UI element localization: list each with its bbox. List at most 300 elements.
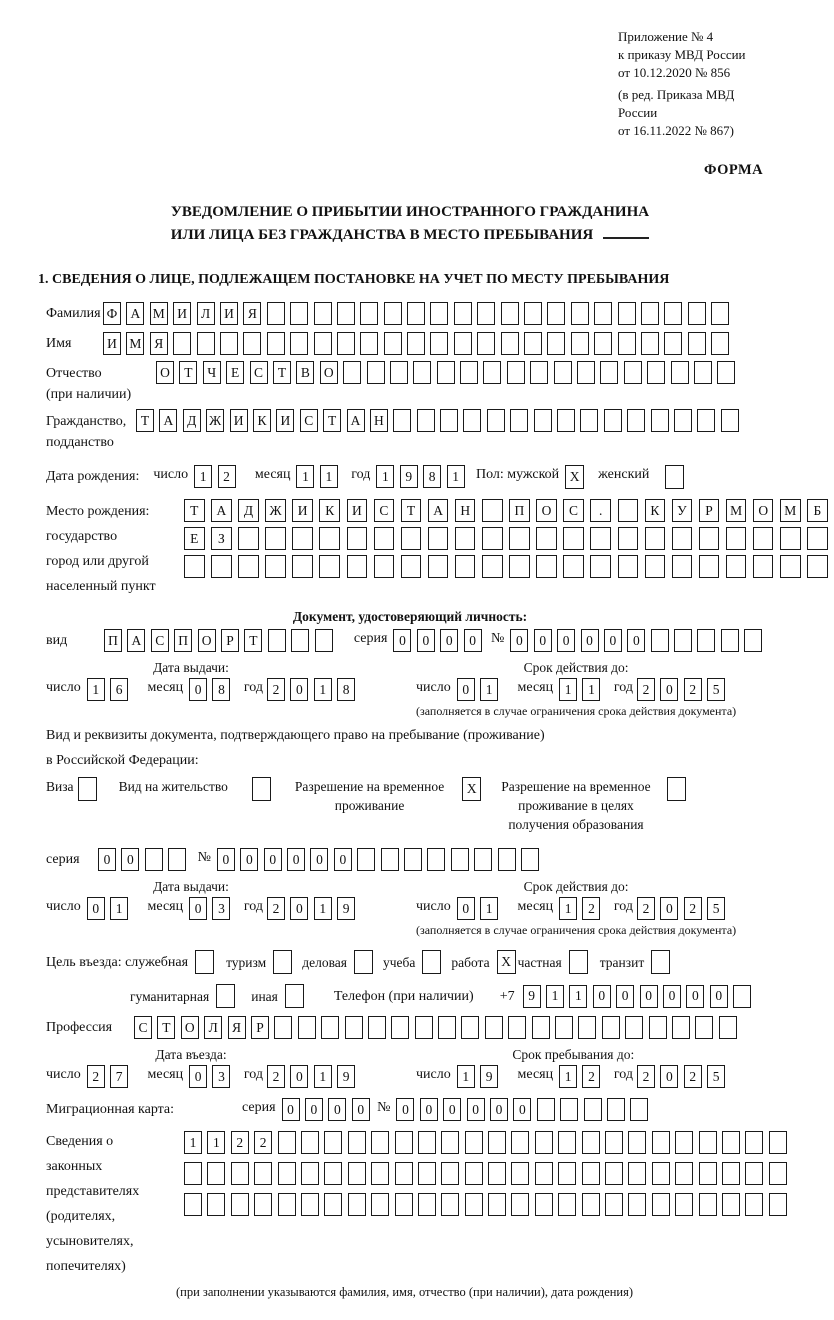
char-cell[interactable] — [207, 1193, 225, 1216]
char-cell[interactable] — [324, 1162, 342, 1185]
char-cell[interactable]: М — [150, 302, 168, 325]
char-cell[interactable] — [371, 1131, 389, 1154]
char-cell[interactable]: 2 — [637, 678, 655, 701]
char-cell[interactable] — [745, 1162, 763, 1185]
char-cell[interactable]: 0 — [189, 897, 207, 920]
char-cell[interactable]: 2 — [684, 1065, 702, 1088]
char-cell[interactable]: П — [104, 629, 122, 652]
char-cell[interactable] — [675, 1193, 693, 1216]
char-cell[interactable]: 2 — [267, 678, 285, 701]
char-cell[interactable] — [618, 555, 639, 578]
char-cell[interactable]: П — [174, 629, 192, 652]
char-cell[interactable]: С — [300, 409, 318, 432]
char-cell[interactable]: 2 — [267, 1065, 285, 1088]
char-cell[interactable] — [509, 555, 530, 578]
char-cell[interactable] — [488, 1131, 506, 1154]
char-cell[interactable] — [465, 1162, 483, 1185]
char-cell[interactable] — [807, 555, 828, 578]
char-cell[interactable] — [571, 302, 589, 325]
char-cell[interactable]: 0 — [240, 848, 258, 871]
purpose-transit-checkbox[interactable] — [651, 950, 670, 974]
char-cell[interactable]: 0 — [660, 897, 678, 920]
char-cell[interactable]: 2 — [254, 1131, 272, 1154]
char-cell[interactable]: З — [211, 527, 232, 550]
char-cell[interactable]: 0 — [290, 897, 308, 920]
char-cell[interactable] — [618, 302, 636, 325]
char-cell[interactable] — [441, 1162, 459, 1185]
char-cell[interactable] — [461, 1016, 479, 1039]
char-cell[interactable] — [438, 1016, 456, 1039]
char-cell[interactable] — [278, 1193, 296, 1216]
char-cell[interactable]: 0 — [640, 985, 658, 1008]
char-cell[interactable] — [451, 848, 469, 871]
char-cell[interactable] — [560, 1098, 578, 1121]
char-cell[interactable]: 0 — [710, 985, 728, 1008]
char-cell[interactable] — [769, 1131, 787, 1154]
char-cell[interactable] — [744, 629, 762, 652]
char-cell[interactable]: 9 — [523, 985, 541, 1008]
char-cell[interactable]: 0 — [305, 1098, 323, 1121]
char-cell[interactable]: В — [296, 361, 314, 384]
char-cell[interactable] — [301, 1162, 319, 1185]
char-cell[interactable]: И — [220, 302, 238, 325]
char-cell[interactable]: О — [753, 499, 774, 522]
char-cell[interactable]: К — [319, 499, 340, 522]
char-cell[interactable] — [558, 1162, 576, 1185]
char-cell[interactable]: Д — [238, 499, 259, 522]
char-cell[interactable] — [428, 555, 449, 578]
char-cell[interactable] — [721, 629, 739, 652]
char-cell[interactable] — [780, 527, 801, 550]
char-cell[interactable] — [428, 527, 449, 550]
char-cell[interactable]: А — [159, 409, 177, 432]
char-cell[interactable] — [745, 1131, 763, 1154]
char-cell[interactable] — [291, 629, 309, 652]
char-cell[interactable] — [558, 1193, 576, 1216]
char-cell[interactable] — [580, 409, 598, 432]
char-cell[interactable] — [547, 302, 565, 325]
char-cell[interactable] — [184, 555, 205, 578]
char-cell[interactable] — [688, 302, 706, 325]
char-cell[interactable] — [393, 409, 411, 432]
char-cell[interactable] — [343, 361, 361, 384]
char-cell[interactable] — [231, 1162, 249, 1185]
char-cell[interactable]: 1 — [480, 678, 498, 701]
char-cell[interactable] — [628, 1131, 646, 1154]
char-cell[interactable] — [590, 527, 611, 550]
char-cell[interactable]: 2 — [582, 1065, 600, 1088]
purpose-other-checkbox[interactable] — [285, 984, 304, 1008]
char-cell[interactable] — [534, 409, 552, 432]
char-cell[interactable] — [699, 1193, 717, 1216]
char-cell[interactable] — [301, 1131, 319, 1154]
char-cell[interactable]: 1 — [194, 465, 212, 488]
char-cell[interactable]: О — [156, 361, 174, 384]
char-cell[interactable] — [415, 1016, 433, 1039]
char-cell[interactable] — [348, 1162, 366, 1185]
char-cell[interactable]: Ч — [203, 361, 221, 384]
char-cell[interactable]: 1 — [87, 678, 105, 701]
char-cell[interactable]: Т — [157, 1016, 175, 1039]
char-cell[interactable]: 9 — [337, 897, 355, 920]
char-cell[interactable]: И — [292, 499, 313, 522]
char-cell[interactable] — [441, 1193, 459, 1216]
char-cell[interactable]: Т — [179, 361, 197, 384]
char-cell[interactable] — [571, 332, 589, 355]
char-cell[interactable]: Р — [221, 629, 239, 652]
char-cell[interactable]: К — [253, 409, 271, 432]
char-cell[interactable]: 0 — [393, 629, 411, 652]
char-cell[interactable] — [652, 1131, 670, 1154]
char-cell[interactable]: 0 — [417, 629, 435, 652]
char-cell[interactable] — [360, 332, 378, 355]
char-cell[interactable]: 9 — [480, 1065, 498, 1088]
char-cell[interactable]: М — [780, 499, 801, 522]
female-checkbox[interactable] — [665, 465, 684, 489]
char-cell[interactable]: Я — [228, 1016, 246, 1039]
char-cell[interactable] — [536, 555, 557, 578]
char-cell[interactable]: 0 — [189, 678, 207, 701]
char-cell[interactable] — [675, 1131, 693, 1154]
char-cell[interactable]: 0 — [420, 1098, 438, 1121]
char-cell[interactable] — [360, 302, 378, 325]
char-cell[interactable]: 0 — [660, 1065, 678, 1088]
char-cell[interactable] — [347, 527, 368, 550]
char-cell[interactable] — [530, 361, 548, 384]
char-cell[interactable]: 1 — [582, 678, 600, 701]
char-cell[interactable]: И — [347, 499, 368, 522]
char-cell[interactable]: 1 — [559, 897, 577, 920]
char-cell[interactable] — [605, 1162, 623, 1185]
char-cell[interactable]: Л — [197, 302, 215, 325]
char-cell[interactable]: Н — [370, 409, 388, 432]
char-cell[interactable]: 0 — [581, 629, 599, 652]
char-cell[interactable] — [348, 1131, 366, 1154]
char-cell[interactable] — [460, 361, 478, 384]
char-cell[interactable] — [211, 555, 232, 578]
char-cell[interactable]: А — [127, 629, 145, 652]
char-cell[interactable]: М — [726, 499, 747, 522]
char-cell[interactable] — [674, 409, 692, 432]
char-cell[interactable] — [717, 361, 735, 384]
char-cell[interactable] — [509, 527, 530, 550]
char-cell[interactable] — [652, 1162, 670, 1185]
char-cell[interactable] — [404, 848, 422, 871]
male-checkbox[interactable]: X — [565, 465, 584, 489]
char-cell[interactable] — [243, 332, 261, 355]
char-cell[interactable] — [374, 555, 395, 578]
char-cell[interactable]: 0 — [290, 1065, 308, 1088]
char-cell[interactable] — [699, 1131, 717, 1154]
char-cell[interactable] — [721, 409, 739, 432]
char-cell[interactable]: 1 — [110, 897, 128, 920]
char-cell[interactable] — [745, 1193, 763, 1216]
char-cell[interactable] — [521, 848, 539, 871]
char-cell[interactable]: Е — [184, 527, 205, 550]
char-cell[interactable] — [628, 1162, 646, 1185]
char-cell[interactable]: М — [126, 332, 144, 355]
char-cell[interactable] — [582, 1131, 600, 1154]
char-cell[interactable]: Т — [323, 409, 341, 432]
char-cell[interactable] — [417, 409, 435, 432]
char-cell[interactable] — [535, 1131, 553, 1154]
char-cell[interactable]: 1 — [314, 897, 332, 920]
char-cell[interactable]: 0 — [121, 848, 139, 871]
char-cell[interactable] — [535, 1193, 553, 1216]
char-cell[interactable]: Я — [243, 302, 261, 325]
char-cell[interactable] — [674, 629, 692, 652]
char-cell[interactable]: И — [230, 409, 248, 432]
char-cell[interactable]: Т — [244, 629, 262, 652]
char-cell[interactable] — [238, 527, 259, 550]
char-cell[interactable] — [563, 527, 584, 550]
char-cell[interactable] — [337, 302, 355, 325]
char-cell[interactable] — [278, 1131, 296, 1154]
char-cell[interactable] — [672, 527, 693, 550]
char-cell[interactable] — [184, 1193, 202, 1216]
char-cell[interactable] — [501, 302, 519, 325]
char-cell[interactable] — [418, 1162, 436, 1185]
char-cell[interactable] — [510, 409, 528, 432]
char-cell[interactable] — [645, 527, 666, 550]
purpose-study-checkbox[interactable] — [422, 950, 441, 974]
char-cell[interactable] — [618, 499, 639, 522]
char-cell[interactable]: 0 — [217, 848, 235, 871]
char-cell[interactable] — [672, 555, 693, 578]
char-cell[interactable] — [290, 332, 308, 355]
char-cell[interactable]: 0 — [287, 848, 305, 871]
char-cell[interactable] — [488, 1193, 506, 1216]
char-cell[interactable] — [511, 1193, 529, 1216]
char-cell[interactable] — [145, 848, 163, 871]
char-cell[interactable] — [618, 332, 636, 355]
char-cell[interactable] — [483, 361, 501, 384]
char-cell[interactable]: 1 — [296, 465, 314, 488]
char-cell[interactable]: 2 — [267, 897, 285, 920]
char-cell[interactable]: 1 — [314, 678, 332, 701]
char-cell[interactable]: 9 — [337, 1065, 355, 1088]
char-cell[interactable] — [537, 1098, 555, 1121]
char-cell[interactable]: 8 — [423, 465, 441, 488]
char-cell[interactable] — [265, 527, 286, 550]
char-cell[interactable]: О — [320, 361, 338, 384]
char-cell[interactable]: 0 — [310, 848, 328, 871]
char-cell[interactable]: 1 — [447, 465, 465, 488]
char-cell[interactable] — [628, 1193, 646, 1216]
char-cell[interactable] — [753, 555, 774, 578]
char-cell[interactable]: Ж — [265, 499, 286, 522]
char-cell[interactable] — [321, 1016, 339, 1039]
char-cell[interactable] — [671, 361, 689, 384]
char-cell[interactable]: 0 — [352, 1098, 370, 1121]
char-cell[interactable]: 0 — [189, 1065, 207, 1088]
char-cell[interactable]: О — [536, 499, 557, 522]
char-cell[interactable] — [719, 1016, 737, 1039]
char-cell[interactable] — [371, 1162, 389, 1185]
char-cell[interactable] — [290, 302, 308, 325]
char-cell[interactable] — [769, 1193, 787, 1216]
char-cell[interactable] — [607, 1098, 625, 1121]
char-cell[interactable] — [554, 361, 572, 384]
char-cell[interactable] — [647, 361, 665, 384]
char-cell[interactable] — [699, 555, 720, 578]
char-cell[interactable]: И — [276, 409, 294, 432]
char-cell[interactable]: 2 — [684, 897, 702, 920]
temp-residence-edu-checkbox[interactable] — [667, 777, 686, 801]
char-cell[interactable] — [298, 1016, 316, 1039]
char-cell[interactable] — [463, 409, 481, 432]
char-cell[interactable]: 1 — [480, 897, 498, 920]
char-cell[interactable] — [594, 332, 612, 355]
char-cell[interactable] — [602, 1016, 620, 1039]
char-cell[interactable] — [590, 555, 611, 578]
char-cell[interactable]: 2 — [684, 678, 702, 701]
char-cell[interactable] — [563, 555, 584, 578]
char-cell[interactable] — [231, 1193, 249, 1216]
char-cell[interactable] — [482, 499, 503, 522]
char-cell[interactable] — [711, 332, 729, 355]
char-cell[interactable]: 1 — [184, 1131, 202, 1154]
char-cell[interactable]: 7 — [110, 1065, 128, 1088]
char-cell[interactable] — [441, 1131, 459, 1154]
char-cell[interactable] — [384, 302, 402, 325]
char-cell[interactable] — [238, 555, 259, 578]
char-cell[interactable]: 1 — [320, 465, 338, 488]
char-cell[interactable] — [582, 1193, 600, 1216]
char-cell[interactable]: 3 — [212, 1065, 230, 1088]
char-cell[interactable] — [384, 332, 402, 355]
char-cell[interactable]: 0 — [464, 629, 482, 652]
char-cell[interactable] — [641, 302, 659, 325]
char-cell[interactable]: Л — [204, 1016, 222, 1039]
char-cell[interactable] — [694, 361, 712, 384]
char-cell[interactable]: А — [347, 409, 365, 432]
char-cell[interactable] — [407, 332, 425, 355]
char-cell[interactable] — [535, 1162, 553, 1185]
char-cell[interactable]: Т — [273, 361, 291, 384]
char-cell[interactable] — [267, 332, 285, 355]
char-cell[interactable] — [722, 1193, 740, 1216]
char-cell[interactable] — [557, 409, 575, 432]
char-cell[interactable]: 2 — [637, 897, 655, 920]
char-cell[interactable] — [726, 527, 747, 550]
char-cell[interactable] — [651, 629, 669, 652]
char-cell[interactable] — [605, 1193, 623, 1216]
char-cell[interactable] — [407, 302, 425, 325]
char-cell[interactable] — [319, 555, 340, 578]
char-cell[interactable]: 8 — [212, 678, 230, 701]
char-cell[interactable] — [697, 409, 715, 432]
char-cell[interactable]: 0 — [440, 629, 458, 652]
char-cell[interactable]: Н — [455, 499, 476, 522]
char-cell[interactable]: 0 — [396, 1098, 414, 1121]
char-cell[interactable]: 0 — [264, 848, 282, 871]
char-cell[interactable]: 5 — [707, 678, 725, 701]
char-cell[interactable] — [374, 527, 395, 550]
char-cell[interactable] — [511, 1162, 529, 1185]
char-cell[interactable] — [649, 1016, 667, 1039]
char-cell[interactable] — [315, 629, 333, 652]
char-cell[interactable]: Д — [183, 409, 201, 432]
char-cell[interactable] — [324, 1193, 342, 1216]
char-cell[interactable] — [348, 1193, 366, 1216]
char-cell[interactable]: О — [198, 629, 216, 652]
char-cell[interactable] — [605, 1131, 623, 1154]
char-cell[interactable] — [672, 1016, 690, 1039]
char-cell[interactable] — [391, 1016, 409, 1039]
char-cell[interactable]: 2 — [637, 1065, 655, 1088]
char-cell[interactable]: А — [211, 499, 232, 522]
char-cell[interactable] — [395, 1162, 413, 1185]
char-cell[interactable] — [577, 361, 595, 384]
purpose-private-checkbox[interactable] — [569, 950, 588, 974]
char-cell[interactable] — [624, 361, 642, 384]
char-cell[interactable]: 0 — [282, 1098, 300, 1121]
char-cell[interactable] — [395, 1193, 413, 1216]
char-cell[interactable]: С — [134, 1016, 152, 1039]
char-cell[interactable] — [641, 332, 659, 355]
char-cell[interactable]: 0 — [443, 1098, 461, 1121]
char-cell[interactable]: П — [509, 499, 530, 522]
char-cell[interactable] — [474, 848, 492, 871]
char-cell[interactable]: С — [563, 499, 584, 522]
char-cell[interactable] — [630, 1098, 648, 1121]
purpose-business-checkbox[interactable] — [354, 950, 373, 974]
char-cell[interactable] — [301, 1193, 319, 1216]
char-cell[interactable] — [314, 302, 332, 325]
char-cell[interactable] — [485, 1016, 503, 1039]
char-cell[interactable] — [430, 302, 448, 325]
char-cell[interactable] — [173, 332, 191, 355]
temp-residence-checkbox[interactable]: X — [462, 777, 481, 801]
char-cell[interactable] — [722, 1131, 740, 1154]
char-cell[interactable]: 5 — [707, 1065, 725, 1088]
char-cell[interactable]: 6 — [110, 678, 128, 701]
char-cell[interactable]: 8 — [337, 678, 355, 701]
char-cell[interactable] — [390, 361, 408, 384]
char-cell[interactable] — [507, 361, 525, 384]
char-cell[interactable]: 1 — [559, 678, 577, 701]
char-cell[interactable] — [780, 555, 801, 578]
char-cell[interactable] — [413, 361, 431, 384]
char-cell[interactable]: 0 — [457, 678, 475, 701]
char-cell[interactable] — [292, 555, 313, 578]
visa-checkbox[interactable] — [78, 777, 97, 801]
char-cell[interactable] — [477, 332, 495, 355]
char-cell[interactable] — [427, 848, 445, 871]
char-cell[interactable]: С — [151, 629, 169, 652]
char-cell[interactable]: 2 — [218, 465, 236, 488]
char-cell[interactable]: 1 — [207, 1131, 225, 1154]
char-cell[interactable]: 1 — [569, 985, 587, 1008]
char-cell[interactable]: 0 — [290, 678, 308, 701]
char-cell[interactable] — [184, 1162, 202, 1185]
char-cell[interactable]: 0 — [98, 848, 116, 871]
char-cell[interactable]: 0 — [513, 1098, 531, 1121]
char-cell[interactable]: 0 — [490, 1098, 508, 1121]
char-cell[interactable] — [401, 527, 422, 550]
char-cell[interactable] — [418, 1193, 436, 1216]
char-cell[interactable] — [807, 527, 828, 550]
char-cell[interactable] — [345, 1016, 363, 1039]
char-cell[interactable]: С — [374, 499, 395, 522]
char-cell[interactable] — [455, 555, 476, 578]
char-cell[interactable]: 9 — [400, 465, 418, 488]
char-cell[interactable] — [337, 332, 355, 355]
char-cell[interactable]: 0 — [686, 985, 704, 1008]
char-cell[interactable]: 2 — [231, 1131, 249, 1154]
char-cell[interactable] — [769, 1162, 787, 1185]
